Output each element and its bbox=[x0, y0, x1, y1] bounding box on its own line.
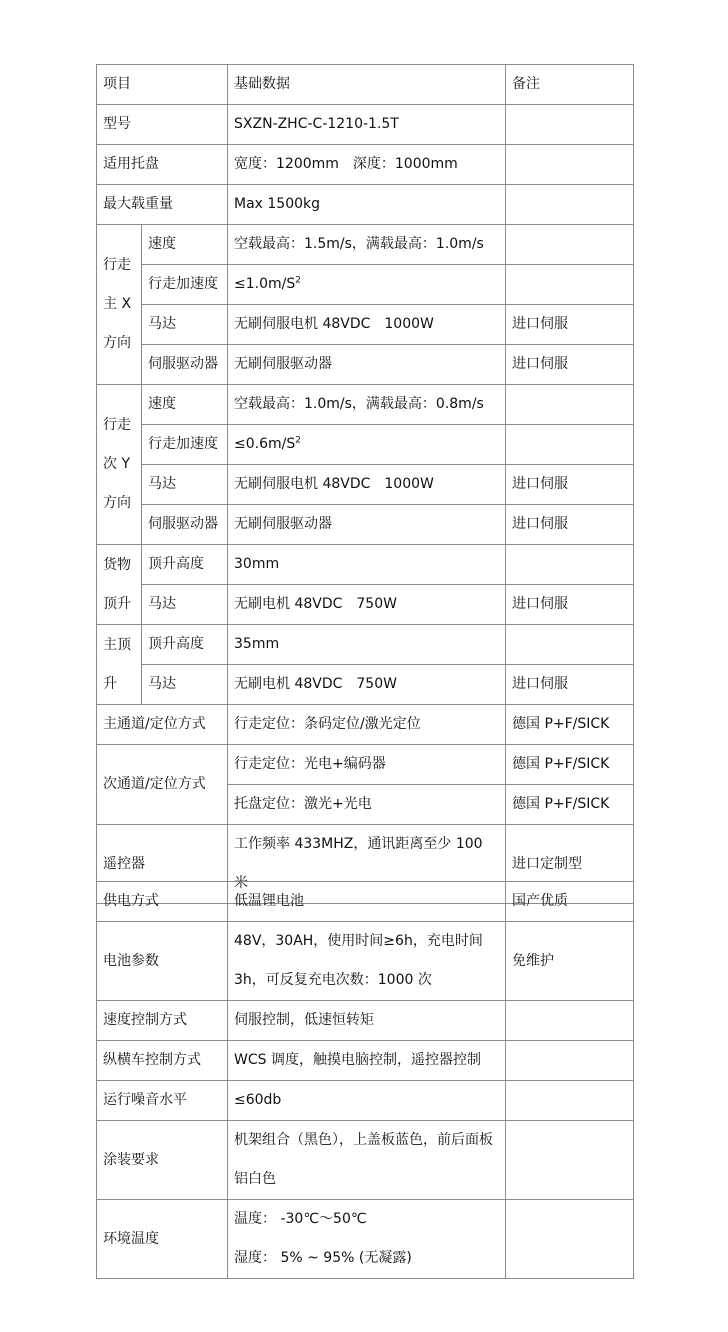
row-note: 进口伺服 bbox=[506, 305, 634, 345]
table-row bbox=[97, 1121, 634, 1200]
table-row bbox=[97, 425, 634, 465]
temperature-line: 温度： -30℃～50℃ bbox=[234, 1211, 367, 1227]
row-value: WCS 调度，触摸电脑控制，遥控器控制 bbox=[228, 1041, 506, 1081]
row-value: 无刷电机 48VDC 750W bbox=[228, 665, 506, 705]
row-label: 涂装要求 bbox=[97, 1121, 228, 1200]
row-label: 供电方式 bbox=[97, 882, 228, 922]
table-row bbox=[97, 65, 634, 105]
row-label: 伺服驱动器 bbox=[142, 345, 228, 385]
row-note: 国产优质 bbox=[506, 882, 634, 922]
row-note bbox=[506, 225, 634, 265]
header-note: 备注 bbox=[506, 65, 634, 105]
table-row bbox=[97, 545, 634, 585]
superscript: 2 bbox=[295, 435, 301, 446]
table-row bbox=[97, 1200, 634, 1279]
superscript: 2 bbox=[295, 275, 301, 286]
row-label: 马达 bbox=[142, 585, 228, 625]
row-label: 纵横车控制方式 bbox=[97, 1041, 228, 1081]
row-label: 速度控制方式 bbox=[97, 1001, 228, 1041]
row-value: 35mm bbox=[228, 625, 506, 665]
row-label: 运行噪音水平 bbox=[97, 1081, 228, 1121]
table-row bbox=[97, 585, 634, 625]
row-note bbox=[506, 425, 634, 465]
row-label: 速度 bbox=[142, 225, 228, 265]
row-value bbox=[228, 425, 506, 465]
row-label: 马达 bbox=[142, 665, 228, 705]
row-value: 空载最高：1.0m/s，满载最高：0.8m/s bbox=[228, 385, 506, 425]
header-item: 项目 bbox=[97, 65, 228, 105]
row-value: 无刷伺服电机 48VDC 1000W bbox=[228, 465, 506, 505]
row-note: 德国 P+F/SICK bbox=[506, 705, 634, 745]
row-value: 空载最高：1.5m/s，满载最高：1.0m/s bbox=[228, 225, 506, 265]
row-label: 顶升高度 bbox=[142, 545, 228, 585]
row-value: 托盘定位：激光+光电 bbox=[228, 785, 506, 825]
table-row bbox=[97, 505, 634, 545]
row-value bbox=[228, 1200, 506, 1279]
row-value: 伺服控制，低速恒转矩 bbox=[228, 1001, 506, 1041]
row-value: Max 1500kg bbox=[228, 185, 506, 225]
table-row bbox=[97, 882, 634, 922]
row-value: 机架组合（黑色），上盖板蓝色，前后面板铝白色 bbox=[228, 1121, 506, 1200]
row-note: 德国 P+F/SICK bbox=[506, 785, 634, 825]
row-note bbox=[506, 1001, 634, 1041]
table-row bbox=[97, 705, 634, 745]
accel-value: ≤1.0m/S bbox=[234, 276, 296, 292]
row-label: 遥控器 bbox=[97, 825, 228, 904]
table-row bbox=[97, 745, 634, 785]
row-value: 无刷电机 48VDC 750W bbox=[228, 585, 506, 625]
row-note bbox=[506, 1041, 634, 1081]
row-value: 无刷伺服电机 48VDC 1000W bbox=[228, 305, 506, 345]
row-value: 无刷伺服驱动器 bbox=[228, 345, 506, 385]
header-base: 基础数据 bbox=[228, 65, 506, 105]
table-row bbox=[97, 145, 634, 185]
row-value: 无刷伺服驱动器 bbox=[228, 505, 506, 545]
row-label: 伺服驱动器 bbox=[142, 505, 228, 545]
row-note: 进口伺服 bbox=[506, 585, 634, 625]
row-value: 行走定位：条码定位/激光定位 bbox=[228, 705, 506, 745]
row-note: 进口伺服 bbox=[506, 345, 634, 385]
row-label: 适用托盘 bbox=[97, 145, 228, 185]
row-label: 次通道/定位方式 bbox=[97, 745, 228, 825]
spec-table-main bbox=[96, 64, 634, 904]
table-row bbox=[97, 305, 634, 345]
group-label: 主顶升 bbox=[97, 625, 142, 705]
row-note: 进口伺服 bbox=[506, 665, 634, 705]
group-label: 行走次 Y 方向 bbox=[97, 385, 142, 545]
table-row bbox=[97, 265, 634, 305]
table-row bbox=[97, 1041, 634, 1081]
row-value: 48V，30AH，使用时间≥6h，充电时间 3h，可反复充电次数：1000 次 bbox=[228, 922, 506, 1001]
row-note bbox=[506, 1200, 634, 1279]
row-value: SXZN-ZHC-C-1210-1.5T bbox=[228, 105, 506, 145]
row-label: 速度 bbox=[142, 385, 228, 425]
table-row bbox=[97, 105, 634, 145]
table-row bbox=[97, 1001, 634, 1041]
row-value: 低温锂电池 bbox=[228, 882, 506, 922]
row-note: 免维护 bbox=[506, 922, 634, 1001]
table-row bbox=[97, 465, 634, 505]
table-row bbox=[97, 625, 634, 665]
row-note: 进口伺服 bbox=[506, 505, 634, 545]
spec-table-secondary bbox=[96, 881, 634, 1279]
row-label: 马达 bbox=[142, 465, 228, 505]
table-row bbox=[97, 385, 634, 425]
row-value: 行走定位：光电+编码器 bbox=[228, 745, 506, 785]
row-note bbox=[506, 385, 634, 425]
row-note: 德国 P+F/SICK bbox=[506, 745, 634, 785]
row-label: 环境温度 bbox=[97, 1200, 228, 1279]
row-value: 宽度：1200mm 深度：1000mm bbox=[228, 145, 506, 185]
row-note bbox=[506, 185, 634, 225]
row-value: 30mm bbox=[228, 545, 506, 585]
row-value bbox=[228, 265, 506, 305]
row-label: 顶升高度 bbox=[142, 625, 228, 665]
row-label: 主通道/定位方式 bbox=[97, 705, 228, 745]
row-label: 电池参数 bbox=[97, 922, 228, 1001]
row-note bbox=[506, 265, 634, 305]
table-row bbox=[97, 225, 634, 265]
accel-value: ≤0.6m/S bbox=[234, 436, 296, 452]
row-value: ≤60db bbox=[228, 1081, 506, 1121]
row-note: 进口定制型 bbox=[506, 825, 634, 904]
row-label: 行走加速度 bbox=[142, 425, 228, 465]
row-value: 工作频率 433MHZ，通讯距离至少 100 米 bbox=[228, 825, 506, 904]
row-note bbox=[506, 1081, 634, 1121]
row-note bbox=[506, 105, 634, 145]
table-row bbox=[97, 345, 634, 385]
row-note bbox=[506, 145, 634, 185]
group-label: 货物顶升 bbox=[97, 545, 142, 625]
row-note bbox=[506, 625, 634, 665]
row-label: 型号 bbox=[97, 105, 228, 145]
table-row bbox=[97, 185, 634, 225]
row-label: 行走加速度 bbox=[142, 265, 228, 305]
table-row bbox=[97, 665, 634, 705]
humidity-line: 湿度： 5% ~ 95% (无凝露) bbox=[234, 1250, 412, 1266]
row-note bbox=[506, 1121, 634, 1200]
group-label: 行走主 X 方向 bbox=[97, 225, 142, 385]
table-row bbox=[97, 1081, 634, 1121]
row-note bbox=[506, 545, 634, 585]
row-label: 最大载重量 bbox=[97, 185, 228, 225]
table-row bbox=[97, 922, 634, 1001]
row-label: 马达 bbox=[142, 305, 228, 345]
row-note: 进口伺服 bbox=[506, 465, 634, 505]
